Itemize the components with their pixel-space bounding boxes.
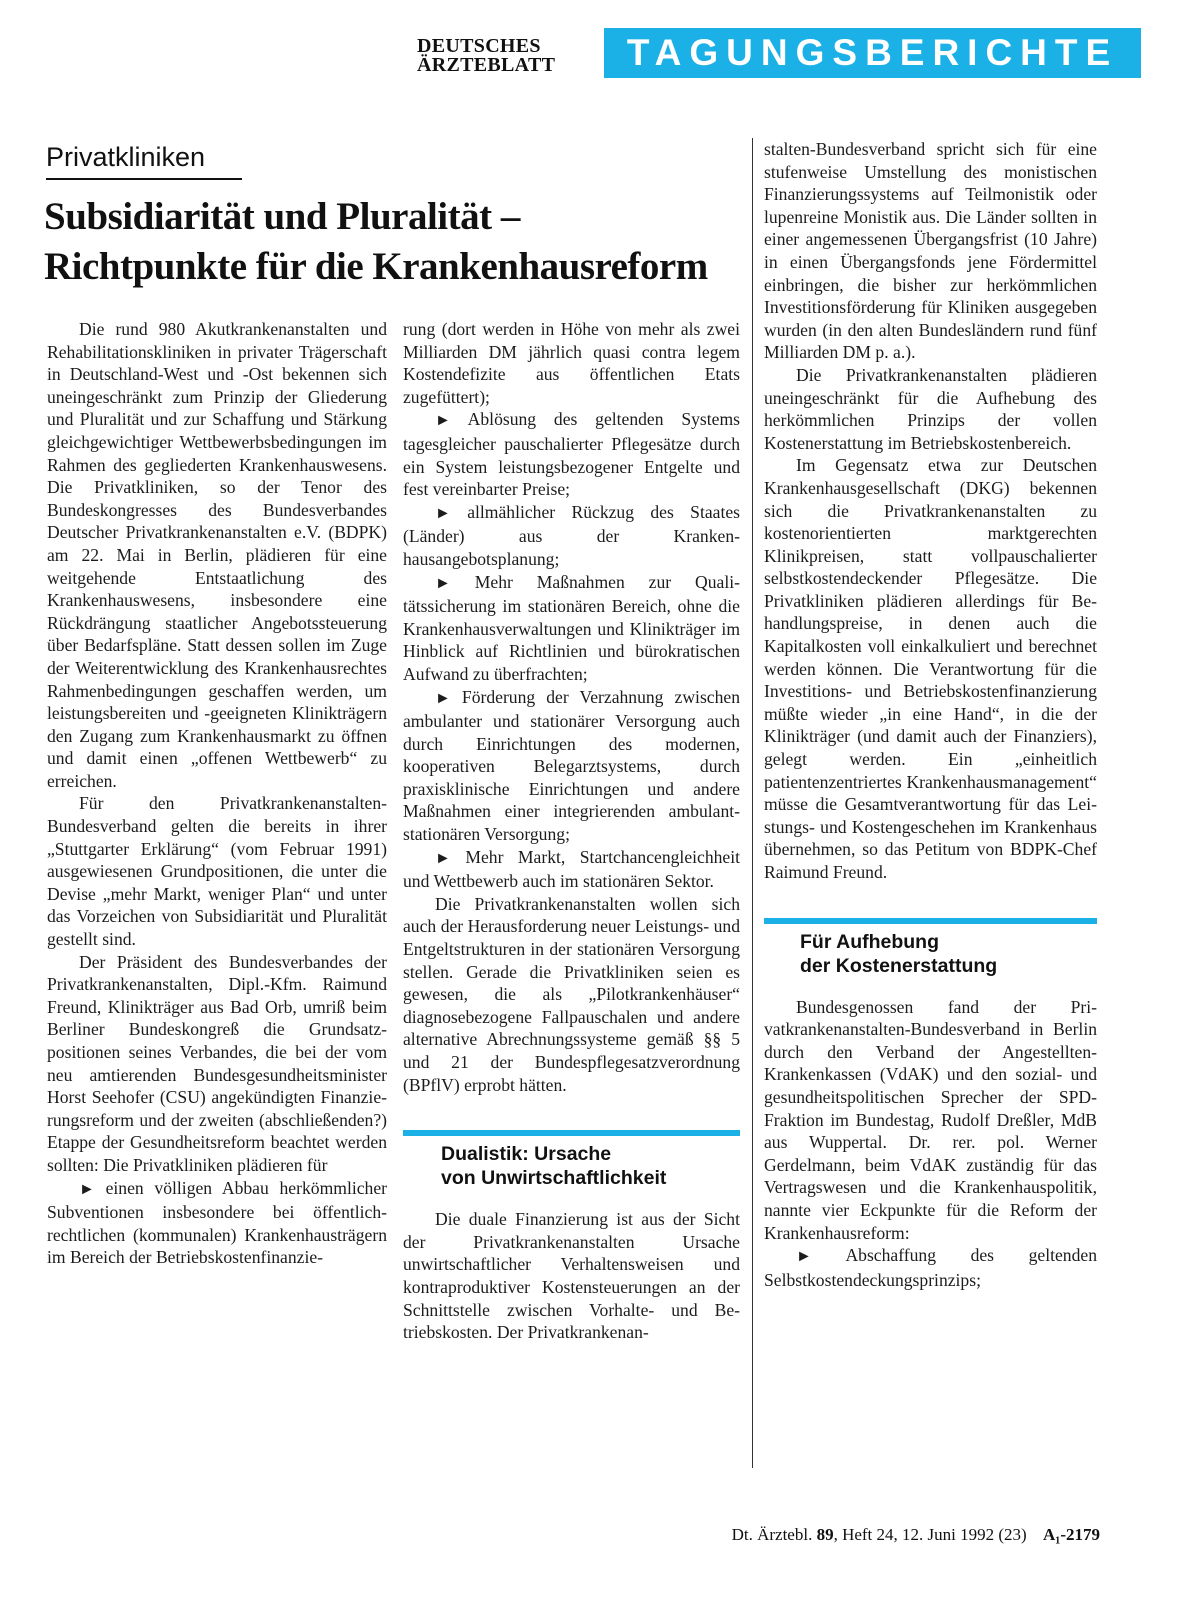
- footer-volume: 89: [816, 1525, 834, 1544]
- article-headline: [44, 192, 774, 292]
- bullet-item: [403, 686, 740, 846]
- subheading-rule: [764, 918, 1097, 924]
- paragraph: Im Gegensatz etwa zur Deutschen Krankenhausgesellschaft (DKG) bekennen sich die Privatkrankenanstalten zu kostenorientierten marktgerechten Klinikpreisen, statt vollpauschalierter selbstkostendeckender Pflegesätze. Die Privatkliniken plädieren allerdings für Behandlungspreise, in denen auch die Kapitalkosten voll einkalkuliert und berechnet werden können. Die Verantwortung für die Investitions- und Betriebskostenfinanzierung müßte wieder „in eine Hand“, in die der Klinikträger (und damit auch der Finanziers), gelegt werden. Ein „einheitlich patientenzentriertes Krankenhausmanagement“ müsse die Gesamtverantwortung für das Leistungs- und Kostengeschehen im Krankenhaus übernehmen, so das Petitum von BDPK-Chef Raimund Freund.: [764, 455, 1097, 882]
- bullet-text: Ablösung des geltenden Systems tagesgleicher pauschalierter Pflegesätze durch ein System leistungsbezogener Entgelte und fest vereinbarter Preise;: [403, 409, 740, 500]
- paragraph-continued: stalten-Bundesverband spricht sich für eine stufenweise Umstellung des monistischen Finanzierungssystems auf Teilmonistik oder lupenreine Monistik aus. Die Länder sollten in einer angemessenen Übergangsfrist (10 Jahre) in einen Übergangsfonds jene Fördermittel einbringen, die bisher zur herkömmlichen Investitionsförderung für Kliniken ausgegeben wurden (in den alten Bundesländern rund fünf Milliarden DM p. a.).: [764, 139, 1097, 363]
- paragraph: Die Privatkrankenanstalten wollen sich auch der Herausforderung neuer Leistungs- und Entgeltstrukturen in der stationären Versorgung stellen. Gerade die Privatkliniken seien es gewesen, die als „Pilotkrankenhäuser“ diagnosebezogene Fallpauschalen und andere alternative Abrechnungssysteme gemäß §§ 5 und 21 der Bundespflegesatzverordnung (BPflV) erprobt hätten.: [403, 893, 740, 1095]
- bullet-triangle-icon: ►: [435, 504, 451, 522]
- bullet-item: [764, 1244, 1097, 1291]
- paragraph: Bundesgenossen fand der Privatkrankenanstalten-Bundesverband in Berlin durch den Verband der Angestellten-Krankenkassen (VdAK) und den sozial- und gesundheitspolitischen Sprecher der SPD-Fraktion im Bundestag, Rudolf Dreßler, MdB aus Wuppertal. Dr. rer. pol. Werner Gerdelmann, beim VdAK zuständig für das Vertragswesen und die Krankenhauspolitik, nannte vier Eckpunkte für die Reform der Krankenhausreform:: [764, 996, 1097, 1243]
- bullet-text: Förderung der Verzahnung zwischen ambulanter und stationärer Versorgung auch durch Einrichtungen des modernen, kooperativen Belegarztsystems, durch praxisklinische Einrichtungen und andere Maßnahmen einer integrierenden ambulantstationären Versorgung;: [403, 686, 740, 845]
- bullet-text: Abschaffung des geltenden Selbstkostendeckungsprinzips;: [764, 1245, 1097, 1290]
- bullet-triangle-icon: ►: [796, 1248, 812, 1266]
- paragraph: Die rund 980 Akutkrankenanstalten und Rehabilitationskliniken in privater Trägerschaft in Deutschland-West und -Ost bekennen sich uneingeschränkt zum Prinzip der Gliederung und Pluralität und zur Schaffung und Stärkung gleichgewichtiger Wettbewerbsbedingungen im Rahmen des gegliederten Krankenhauswesens. Die Privatkliniken, so der Tenor des Bundeskongresses des Bundesverbandes Deutscher Privatkrankenanstalten e.V. (BDPK) am 22. Mai in Berlin, plädieren für eine weitgehende Entstaatlichung des Krankenhauswesens, insbesondere eine Rückdrängung staatlicher Angebotssteuerung über Bedarfspläne. Statt dessen sollen im Zuge der Weiterentwicklung des Krankenhausrechtes Rahmenbedingungen geschaffen werden, um leistungsbereiten und -geeigneten Klinikträgern den Zugang zum Krankenhausmarkt zu öffnen und damit einen „offenen Wettbewerb“ zu erreichen.: [47, 319, 387, 791]
- headline-line2: Richtpunkte für die Krankenhausreform: [44, 245, 708, 288]
- bullet-item: [403, 408, 740, 500]
- bullet-text: Mehr Markt, Startchancengleichheit und Wettbewerb auch im stationären Sektor.: [403, 846, 740, 892]
- masthead-line2: ÄRZTEBLATT: [417, 54, 556, 76]
- bullet-triangle-icon: ►: [435, 689, 451, 707]
- subheading-line2: der Kostenerstattung: [800, 954, 998, 977]
- bullet-triangle-icon: ►: [435, 849, 451, 867]
- bullet-text: allmählicher Rückzug des Staates (Länder) aus der Krankenhausangebotsplanung;: [403, 501, 740, 569]
- subheading-line1: Für Aufhebung: [800, 930, 939, 953]
- footer-journal: Dt. Ärztebl.: [731, 1525, 813, 1544]
- subheading-dualistik: [403, 1130, 740, 1190]
- paragraph: Die duale Finanzierung ist aus der Sicht der Privatkrankenanstalten Ursache unwirtschaftlicher Verhaltensweisen und kontraproduktiver Kostensteuerungen an der Schnittstelle zwischen Vorhalte- und Betriebskosten. Der Privatkrankenan-: [403, 1209, 740, 1343]
- bullet-text: Mehr Maßnahmen zur Qualitätssicherung im stationären Bereich, ohne die Krankenhausverwaltungen und Klinikträger im Hinblick auf Richtlinien und bürokratischen Aufwand zu überfrachten;: [403, 571, 740, 684]
- column-divider: [752, 138, 753, 1468]
- footer-issue: , Heft 24, 12. Juni 1992 (23): [833, 1525, 1027, 1544]
- page-footer: [630, 1525, 1100, 1545]
- text-column-3: [764, 138, 1097, 1291]
- subheading-line1: Dualistik: Ursache: [441, 1143, 612, 1166]
- subheading-aufhebung: [764, 918, 1097, 978]
- bullet-item: [403, 571, 740, 686]
- bullet-text: einen völligen Abbau herkömmlicher Subventionen insbesondere bei öffentlich-rechtlichen (kommunalen) Krankenhausträgern im Bereich der Betriebskostenfinanzie-: [47, 1177, 387, 1268]
- section-banner: TAGUNGSBERICHTE: [604, 28, 1141, 78]
- bullet-item: [47, 1177, 387, 1269]
- kicker-underline: [46, 178, 242, 180]
- text-column-2: [403, 318, 740, 1344]
- text-column-1: [47, 318, 387, 1269]
- article-kicker: Privatkliniken: [46, 142, 206, 172]
- headline-line1: Subsidiarität und Pluralität –: [44, 195, 520, 238]
- subheading-rule: [403, 1130, 740, 1136]
- subheading-line2: von Unwirtschaftlichkeit: [441, 1167, 667, 1190]
- bullet-triangle-icon: ►: [435, 574, 451, 592]
- bullet-triangle-icon: ►: [79, 1180, 95, 1198]
- bullet-triangle-icon: ►: [435, 412, 451, 430]
- paragraph: Der Präsident des Bundesverbandes der Privatkrankenanstalten, Dipl.-Kfm. Raimund Freund, Klinikträger aus Bad Orb, umriß beim Berliner Bundeskongreß die Grundsatzpositionen seines Verbandes, die bei der vom neu amtierenden Bundesgesundheitsminister Horst Seehofer (CSU) angekündigten Finanzierungsreform und der zweiten (abschließenden?) Etappe der Gesundheitsreform beachtet werden sollten: Die Privatkliniken plädieren für: [47, 951, 387, 1175]
- paragraph: Für den Privatkrankenanstalten-Bundesverband gelten die bereits in ihrer „Stuttgarter Erklärung“ (vom Februar 1991) ausgewiesenen Grundpositionen, die unter die Devise „mehr Markt, weniger Plan“ und unter das Vorzeichen von Subsidiarität und Pluralität gestellt sind.: [47, 793, 387, 950]
- paragraph-continued: rung (dort werden in Höhe von mehr als zwei Milliarden DM jährlich quasi contra legem Kostendefizite aus öffentlichen Etats zugefüttert);: [403, 319, 740, 407]
- journal-masthead: [417, 37, 587, 75]
- bullet-item: [403, 846, 740, 893]
- masthead-line1: DEUTSCHES: [417, 35, 541, 57]
- paragraph: Die Privatkrankenanstalten plädieren uneingeschränkt für die Aufhebung des herkömmlichen Prinzips der vollen Kostenerstattung im Betriebskostenbereich.: [764, 364, 1097, 453]
- footer-page-number: A₁-2179: [1042, 1525, 1100, 1544]
- bullet-item: [403, 501, 740, 571]
